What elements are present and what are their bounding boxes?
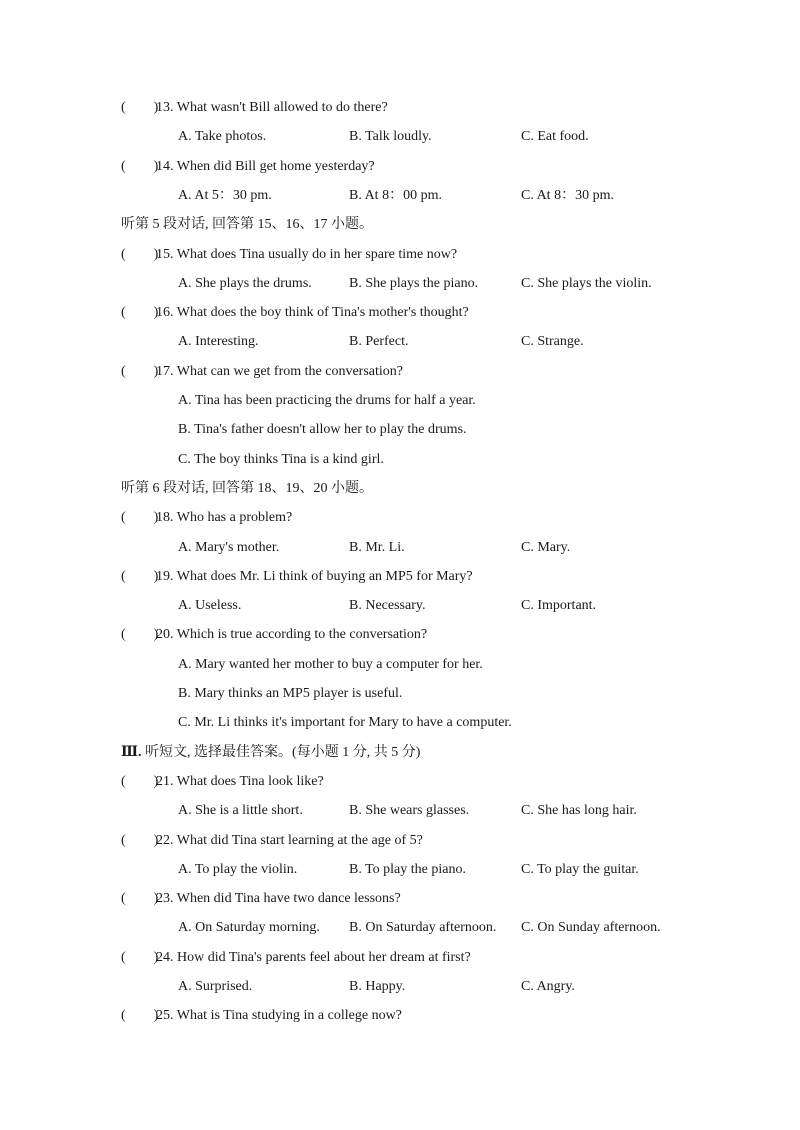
question-text: 16. What does the boy think of Tina's mother's thought?: [156, 305, 469, 320]
option-a: A. Useless.: [178, 598, 242, 613]
answer-blank: ( ): [121, 305, 159, 320]
answer-blank: ( ): [121, 510, 159, 525]
option-c: C. She has long hair.: [521, 803, 637, 818]
option-a: A. Mary's mother.: [178, 540, 280, 555]
option-a: A. She plays the drums.: [178, 276, 312, 291]
option-c: C. Mary.: [521, 540, 571, 555]
answer-blank: ( ): [121, 100, 159, 115]
option-b: B. To play the piano.: [349, 862, 466, 877]
question-text: 17. What can we get from the conversation?: [156, 364, 403, 379]
option-b: B. Perfect.: [349, 334, 409, 349]
question-text: 15. What does Tina usually do in her spare time now?: [156, 247, 458, 262]
option-b: B. She wears glasses.: [349, 803, 470, 818]
option-text: B. Mary thinks an MP5 player is useful.: [178, 686, 403, 701]
option-a: A. At 5：30 pm.: [178, 188, 272, 203]
option-a: A. On Saturday morning.: [178, 920, 320, 935]
option-a: A. Take photos.: [178, 129, 267, 144]
part-number: Ⅲ.: [121, 745, 142, 760]
answer-blank: ( ): [121, 891, 159, 906]
option-text: C. Mr. Li thinks it's important for Mary to have a computer.: [178, 715, 512, 730]
option-b: B. Talk loudly.: [349, 129, 432, 144]
question-text: 18. Who has a problem?: [156, 510, 293, 525]
option-a: A. She is a little short.: [178, 803, 303, 818]
option-c: C. To play the guitar.: [521, 862, 639, 877]
question-text: 13. What wasn't Bill allowed to do there?: [156, 100, 388, 115]
option-c: C. Important.: [521, 598, 597, 613]
section-text: 听第 5 段对话, 回答第 15、16、17 小题。: [121, 217, 373, 232]
answer-blank: ( ): [121, 950, 159, 965]
question-text: 25. What is Tina studying in a college now?: [156, 1008, 402, 1023]
question-text: 22. What did Tina start learning at the age of 5?: [156, 833, 423, 848]
option-a: A. Interesting.: [178, 334, 259, 349]
section-text: 听第 6 段对话, 回答第 18、19、20 小题。: [121, 481, 373, 496]
answer-blank: ( ): [121, 833, 159, 848]
option-c: C. Strange.: [521, 334, 584, 349]
option-text: A. Tina has been practicing the drums for half a year.: [178, 393, 476, 408]
answer-blank: ( ): [121, 627, 159, 642]
answer-blank: ( ): [121, 1008, 159, 1023]
option-c: C. On Sunday afternoon.: [521, 920, 661, 935]
option-b: B. At 8：00 pm.: [349, 188, 442, 203]
question-text: 21. What does Tina look like?: [156, 774, 324, 789]
option-c: C. Angry.: [521, 979, 575, 994]
option-text: B. Tina's father doesn't allow her to play the drums.: [178, 422, 467, 437]
question-text: 20. Which is true according to the conversation?: [156, 627, 428, 642]
option-c: C. Eat food.: [521, 129, 589, 144]
answer-blank: ( ): [121, 364, 159, 379]
option-b: B. On Saturday afternoon.: [349, 920, 497, 935]
answer-blank: ( ): [121, 247, 159, 262]
option-b: B. Happy.: [349, 979, 406, 994]
option-a: A. To play the violin.: [178, 862, 298, 877]
option-c: C. She plays the violin.: [521, 276, 652, 291]
option-b: B. Mr. Li.: [349, 540, 405, 555]
option-c: C. At 8：30 pm.: [521, 188, 614, 203]
option-b: B. She plays the piano.: [349, 276, 479, 291]
answer-blank: ( ): [121, 569, 159, 584]
part-title: 听短文, 选择最佳答案。(每小题 1 分, 共 5 分): [141, 745, 421, 760]
option-text: A. Mary wanted her mother to buy a computer for her.: [178, 657, 483, 672]
answer-blank: ( ): [121, 774, 159, 789]
answer-blank: ( ): [121, 159, 159, 174]
option-a: A. Surprised.: [178, 979, 253, 994]
option-text: C. The boy thinks Tina is a kind girl.: [178, 452, 384, 467]
question-text: 14. When did Bill get home yesterday?: [156, 159, 375, 174]
question-text: 23. When did Tina have two dance lessons?: [156, 891, 401, 906]
question-text: 19. What does Mr. Li think of buying an MP5 for Mary?: [156, 569, 473, 584]
option-b: B. Necessary.: [349, 598, 426, 613]
question-text: 24. How did Tina's parents feel about her dream at first?: [156, 950, 471, 965]
part-heading-text: [121, 744, 420, 762]
